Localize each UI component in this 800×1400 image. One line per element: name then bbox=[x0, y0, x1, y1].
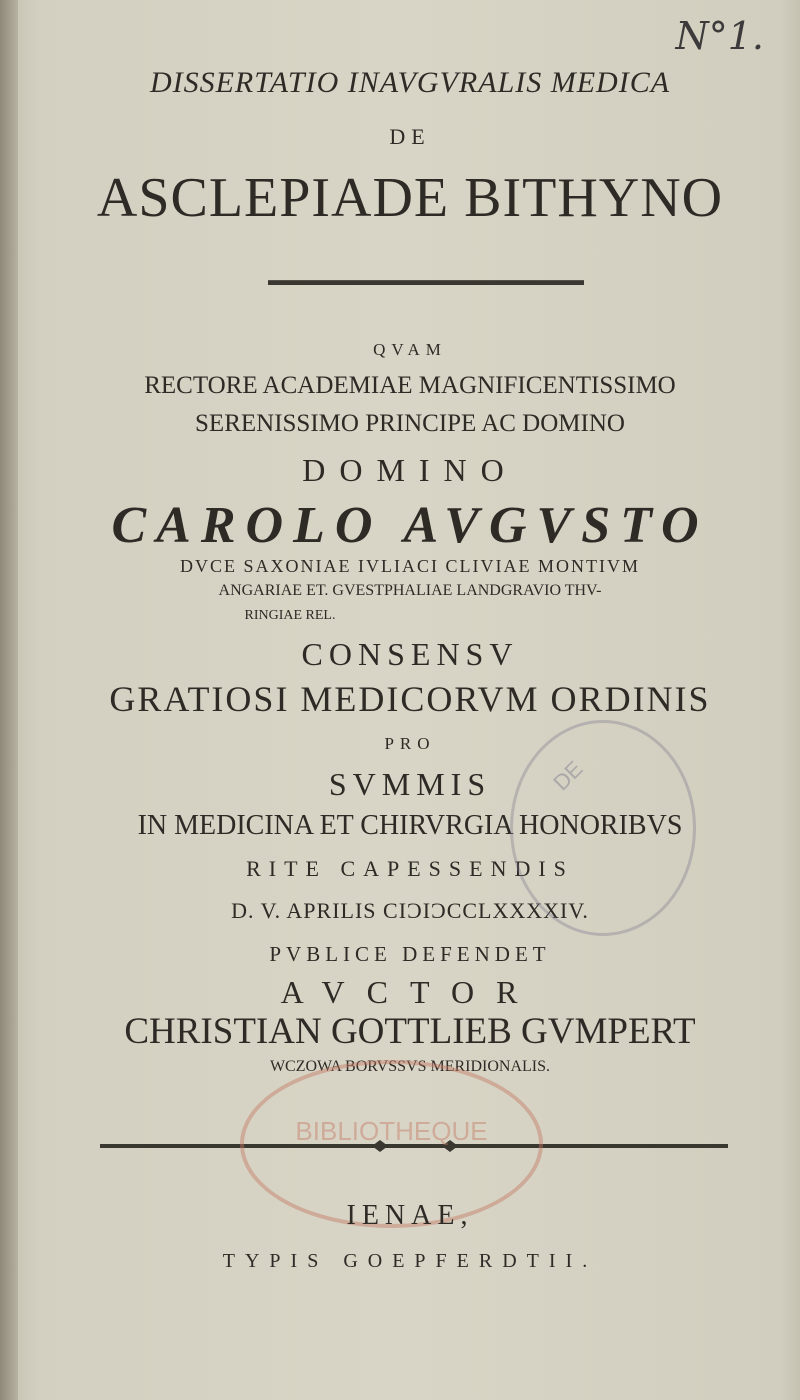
rectore-line: RECTORE ACADEMIAE MAGNIFICENTISSIMO bbox=[144, 372, 676, 399]
domino-line: DOMINO bbox=[302, 452, 518, 488]
pvblice-line: PVBLICE DEFENDET bbox=[269, 942, 551, 966]
main-title: ASCLEPIADE BITHYNO bbox=[96, 167, 724, 229]
carolo-augusto: CAROLO AVGVSTO bbox=[111, 497, 709, 554]
dvce-line-3: RINGIAE REL. bbox=[244, 608, 336, 623]
consensv-line: CONSENSV bbox=[301, 636, 519, 672]
shelfmark: N°1. bbox=[675, 14, 764, 58]
place-line: IENAE, bbox=[346, 1200, 474, 1231]
qvam-line: QVAM bbox=[373, 340, 447, 359]
binding-edge bbox=[0, 0, 18, 1400]
svmmis-line: SVMMIS bbox=[328, 766, 492, 802]
title-line-2: DE bbox=[389, 124, 431, 149]
avctor-line: AVCTOR bbox=[280, 974, 540, 1010]
library-stamp-round: DE bbox=[510, 720, 696, 936]
dvce-line-1: DVCE SAXONIAE IVLIACI CLIVIAE MONTIVM bbox=[180, 556, 640, 576]
gratiosi-line: GRATIOSI MEDICORVM ORDINIS bbox=[109, 679, 711, 719]
pro-line: PRO bbox=[384, 734, 436, 753]
title-line-1: DISSERTATIO INAVGVRALIS MEDICA bbox=[149, 66, 671, 99]
rite-line: RITE CAPESSENDIS bbox=[246, 856, 574, 881]
in-medicina-line: IN MEDICINA ET CHIRVRGIA HONORIBVS bbox=[137, 810, 683, 841]
author-name: CHRISTIAN GOTTLIEB GVMPERT bbox=[124, 1011, 696, 1052]
printer-line: TYPIS GOEPFERDTII. bbox=[222, 1250, 598, 1272]
title-divider bbox=[268, 280, 584, 285]
library-stamp-oval: BIBLIOTHEQUE bbox=[240, 1060, 543, 1228]
serenissimo-line: SERENISSIMO PRINCIPE AC DOMINO bbox=[195, 410, 625, 437]
origin-line: WCZOWA BORVSSVS MERIDIONALIS. bbox=[269, 1058, 551, 1075]
dvce-line-2: ANGARIAE ET. GVESTPHALIAE LANDGRAVIO THV- bbox=[218, 582, 602, 599]
date-line: D. V. APRILIS CIƆIƆCCLXXXXIV. bbox=[231, 898, 589, 923]
